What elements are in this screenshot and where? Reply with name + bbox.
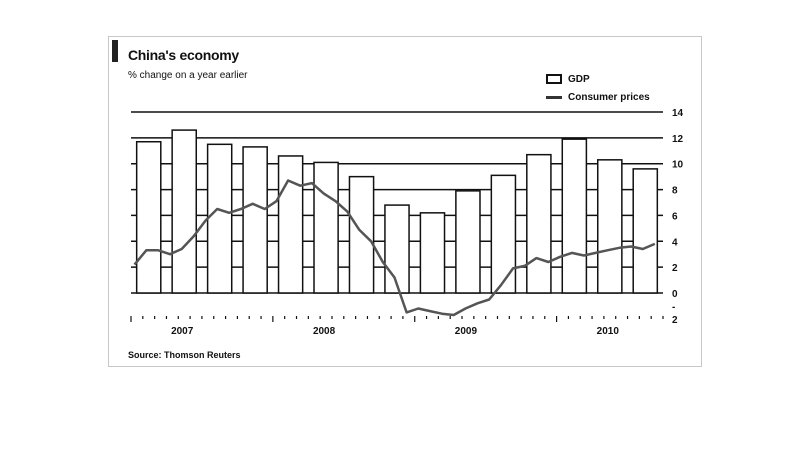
- y-tick-label: 14: [672, 108, 684, 119]
- gdp-bar: [349, 177, 373, 293]
- gdp-bar: [243, 147, 267, 293]
- chart-title: China's economy: [128, 47, 239, 63]
- y-tick-label: 12: [672, 133, 684, 145]
- x-tick-label: 2010: [596, 326, 619, 337]
- gdp-bar: [456, 191, 480, 293]
- y-tick-label: -: [672, 301, 676, 313]
- y-tick-label: 2: [672, 314, 678, 326]
- x-axis: [131, 316, 663, 337]
- gdp-bar: [562, 139, 586, 293]
- source-note: Source: Thomson Reuters: [128, 350, 241, 360]
- x-tick-label: 2008: [312, 326, 336, 337]
- gdp-bar: [420, 213, 444, 293]
- y-tick-label: 0: [672, 289, 678, 300]
- x-tick-label: 2007: [171, 326, 194, 337]
- gdp-bar: [527, 155, 551, 293]
- gdp-bar: [491, 175, 515, 293]
- gdp-bar: [314, 162, 338, 293]
- gdp-bar: [633, 169, 657, 293]
- gdp-bar: [279, 156, 303, 293]
- chart-subtitle: % change on a year earlier: [128, 70, 248, 81]
- y-axis-ticks: [672, 108, 684, 326]
- gdp-bar: [172, 130, 196, 293]
- legend-label-gdp: GDP: [568, 73, 590, 85]
- gdp-bar: [137, 142, 161, 293]
- x-tick-label: 2009: [454, 326, 478, 337]
- y-tick-label: 4: [672, 237, 678, 249]
- gdp-bar: [208, 144, 232, 293]
- y-tick-label: 2: [672, 263, 678, 275]
- gdp-bar: [598, 160, 622, 293]
- gdp-bar: [385, 205, 409, 293]
- y-tick-label: 10: [672, 159, 684, 171]
- legend-label-consumer-prices: Consumer prices: [568, 91, 650, 103]
- y-tick-label: 6: [672, 211, 678, 223]
- y-tick-label: 8: [672, 185, 678, 197]
